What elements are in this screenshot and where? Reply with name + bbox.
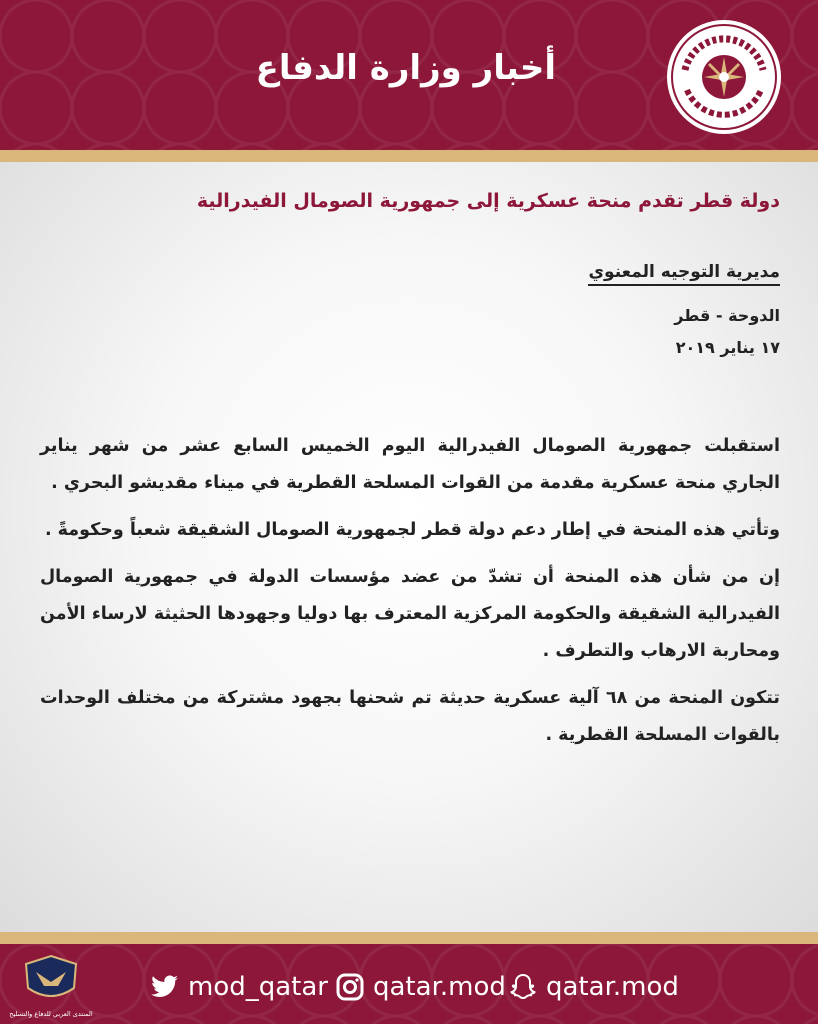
paragraph: وتأتي هذه المنحة في إطار دعم دولة قطر لجمهورية الصومال الشقيقة شعباً وحكومةً . [44,520,780,540]
department-label [40,262,780,282]
article-body [40,428,780,764]
emblem-icon [665,18,783,136]
paragraph: تتكون المنحة من ٦٨ آلية عسكرية حديثة تم شحنها بجهود مشتركة من مختلف الوحدات بالقوات المسلحة القطرية . [40,688,780,745]
location-label: الدوحة - قطر [674,306,780,325]
gold-divider-bottom [0,932,818,944]
article-headline: دولة قطر تقدم منحة عسكرية إلى جمهورية الصومال الفيدرالية [196,190,780,212]
instagram-icon [335,972,365,1002]
watermark-caption: المنتدى العربي للدفاع والتسليح [9,1010,93,1018]
paragraph: استقبلت جمهورية الصومال الفيدرالية اليوم الخميس السابع عشر من شهر يناير الجاري منحة عسكرية مقدمة من القوات المسلحة القطرية في ميناء مقديشو البحري . [40,436,780,493]
department-text: مديرية التوجيه المعنوي [588,262,780,286]
gold-divider-top [0,150,818,162]
date-label: ١٧ يناير ٢٠١٩ [675,338,780,357]
forum-watermark-logo [6,952,96,1024]
social-handles [0,972,818,1012]
snapchat-handle: qatar.mod [546,972,679,1002]
twitter-handle: mod_qatar [188,972,328,1002]
twitter-link[interactable] [150,972,328,1002]
instagram-link[interactable] [335,972,506,1002]
snapchat-icon [508,972,538,1002]
instagram-handle: qatar.mod [373,972,506,1002]
page-title: أخبار وزارة الدفاع [255,48,556,88]
snapchat-link[interactable] [508,972,679,1002]
twitter-icon [150,972,180,1002]
paragraph: إن من شأن هذه المنحة أن تشدّ من عضد مؤسسات الدولة في جمهورية الصومال الفيدرالية الشقيقة والحكومة المركزية المعترف بها دوليا وجهودها الحثيثة لارساء الأمن ومحاربة الارهاب والتطرف . [40,567,780,661]
